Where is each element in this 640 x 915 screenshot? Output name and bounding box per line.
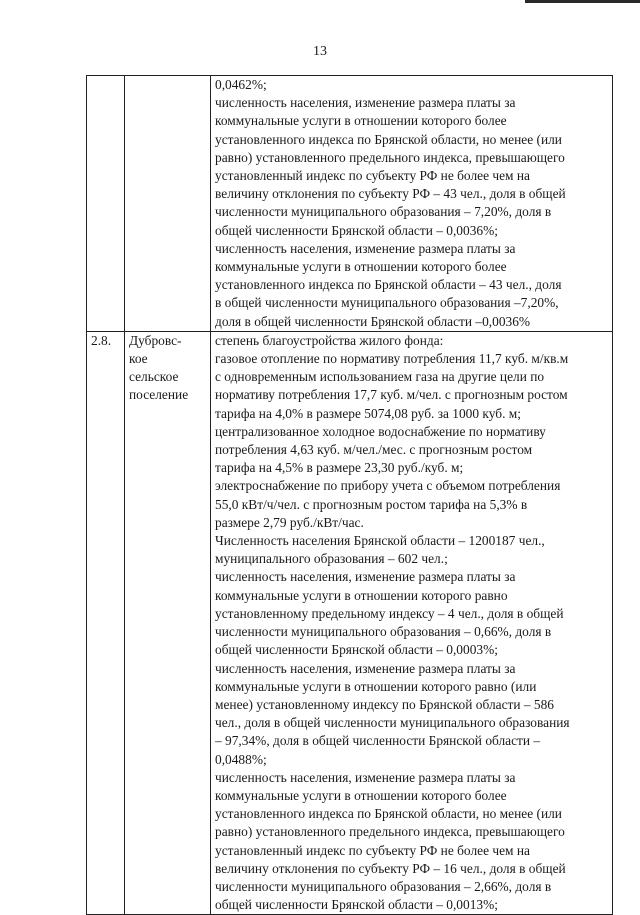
name-line: кое [129,351,148,367]
page-number: 13 [313,44,327,59]
text-line: численность населения, изменение размера платы за [215,660,516,676]
text-line: равно) установленного предельного индекса, превышающего [215,824,565,840]
text-line: 55,0 кВт/ч/чел. с прогнозным ростом тарифа на 5,3% в [215,496,528,512]
text-line: коммунальные услуги в отношении которого более [215,787,507,803]
text-line: электроснабжение по прибору учета с объемом потребления [215,478,561,494]
text-line: централизованное холодное водоснабжение по нормативу [215,423,546,439]
row-number-cell [87,76,125,332]
text-line: установленного индекса по Брянской области, но менее (или [215,131,562,147]
text-line: численность населения, изменение размера платы за [215,95,516,111]
text-line: муниципального образования – 602 чел.; [215,551,448,567]
scan-edge-mark [525,0,640,3]
text-line: степень благоустройства жилого фонда: [215,332,444,348]
text-line: Численность населения Брянской области – 1200187 чел., [215,533,545,549]
text-line: величину отклонения по субъекту РФ – 16 чел., доля в общей [215,860,566,876]
text-line: размере 2,79 руб./кВт/час. [215,514,364,530]
text-line: потребления 4,63 куб. м/чел./мес. с прогнозным ростом [215,442,533,458]
text-line: газовое отопление по нормативу потребления 11,7 куб. м/кв.м [215,351,569,367]
municipality-name-cell [125,76,211,332]
name-line: сельское [129,369,179,385]
text-line: – 97,34%, доля в общей численности Брянской области – [215,733,541,749]
description-cell [211,76,613,332]
text-line: общей численности Брянской области – 0,0013%; [215,897,498,913]
document-table [86,75,613,915]
text-line: менее) установленному индексу по Брянской области – 586 [215,696,555,712]
text-line: равно) установленного предельного индекса, превышающего [215,149,565,165]
text-line: с одновременным использованием газа на другие цели по [215,369,545,385]
text-line: 0,0488%; [215,751,267,767]
table-row [87,331,613,915]
name-line: Дубровс- [129,332,182,348]
table-row [87,76,613,332]
text-line: в общей численности муниципального образования –7,20%, [215,295,559,311]
description-cell [211,331,613,915]
text-line: численности муниципального образования – 2,66%, доля в [215,878,552,894]
text-line: численности муниципального образования – 0,66%, доля в [215,624,552,640]
text-line: установленный индекс по субъекту РФ не более чем на [215,168,530,184]
text-line: тарифа на 4,5% в размере 23,30 руб./куб. м; [215,460,464,476]
text-line: коммунальные услуги в отношении которого более [215,113,507,129]
text-line: коммунальные услуги в отношении которого равно (или [215,678,537,694]
text-line: 0,0462%; [215,77,267,92]
text-line: коммунальные услуги в отношении которого равно [215,587,508,603]
text-line: установленного индекса по Брянской области – 43 чел., доля [215,277,562,293]
name-line: поселение [129,387,189,403]
text-line: коммунальные услуги в отношении которого более [215,259,507,275]
text-line: чел., доля в общей численности муниципального образования [215,715,570,731]
text-line: установленный индекс по субъекту РФ не более чем на [215,842,530,858]
municipality-name-cell [125,331,211,915]
text-line: численность населения, изменение размера платы за [215,769,516,785]
text-line: численность населения, изменение размера платы за [215,240,516,256]
text-line: нормативу потребления 17,7 куб. м/чел. с прогнозным ростом [215,387,568,403]
text-line: численности муниципального образования – 7,20%, доля в [215,204,552,220]
text-line: доля в общей численности Брянской области –0,0036% [215,313,531,329]
text-line: величину отклонения по субъекту РФ – 43 чел., доля в общей [215,186,566,202]
text-line: численность населения, изменение размера платы за [215,569,516,585]
row-number-cell: 2.8. [87,331,125,915]
text-line: установленному предельному индексу – 4 чел., доля в общей [215,605,564,621]
text-line: общей численности Брянской области – 0,0036%; [215,222,498,238]
text-line: тарифа на 4,0% в размере 5074,08 руб. за 1000 куб. м; [215,405,521,421]
text-line: установленного индекса по Брянской области, но менее (или [215,806,562,822]
text-line: общей численности Брянской области – 0,0003%; [215,642,498,658]
